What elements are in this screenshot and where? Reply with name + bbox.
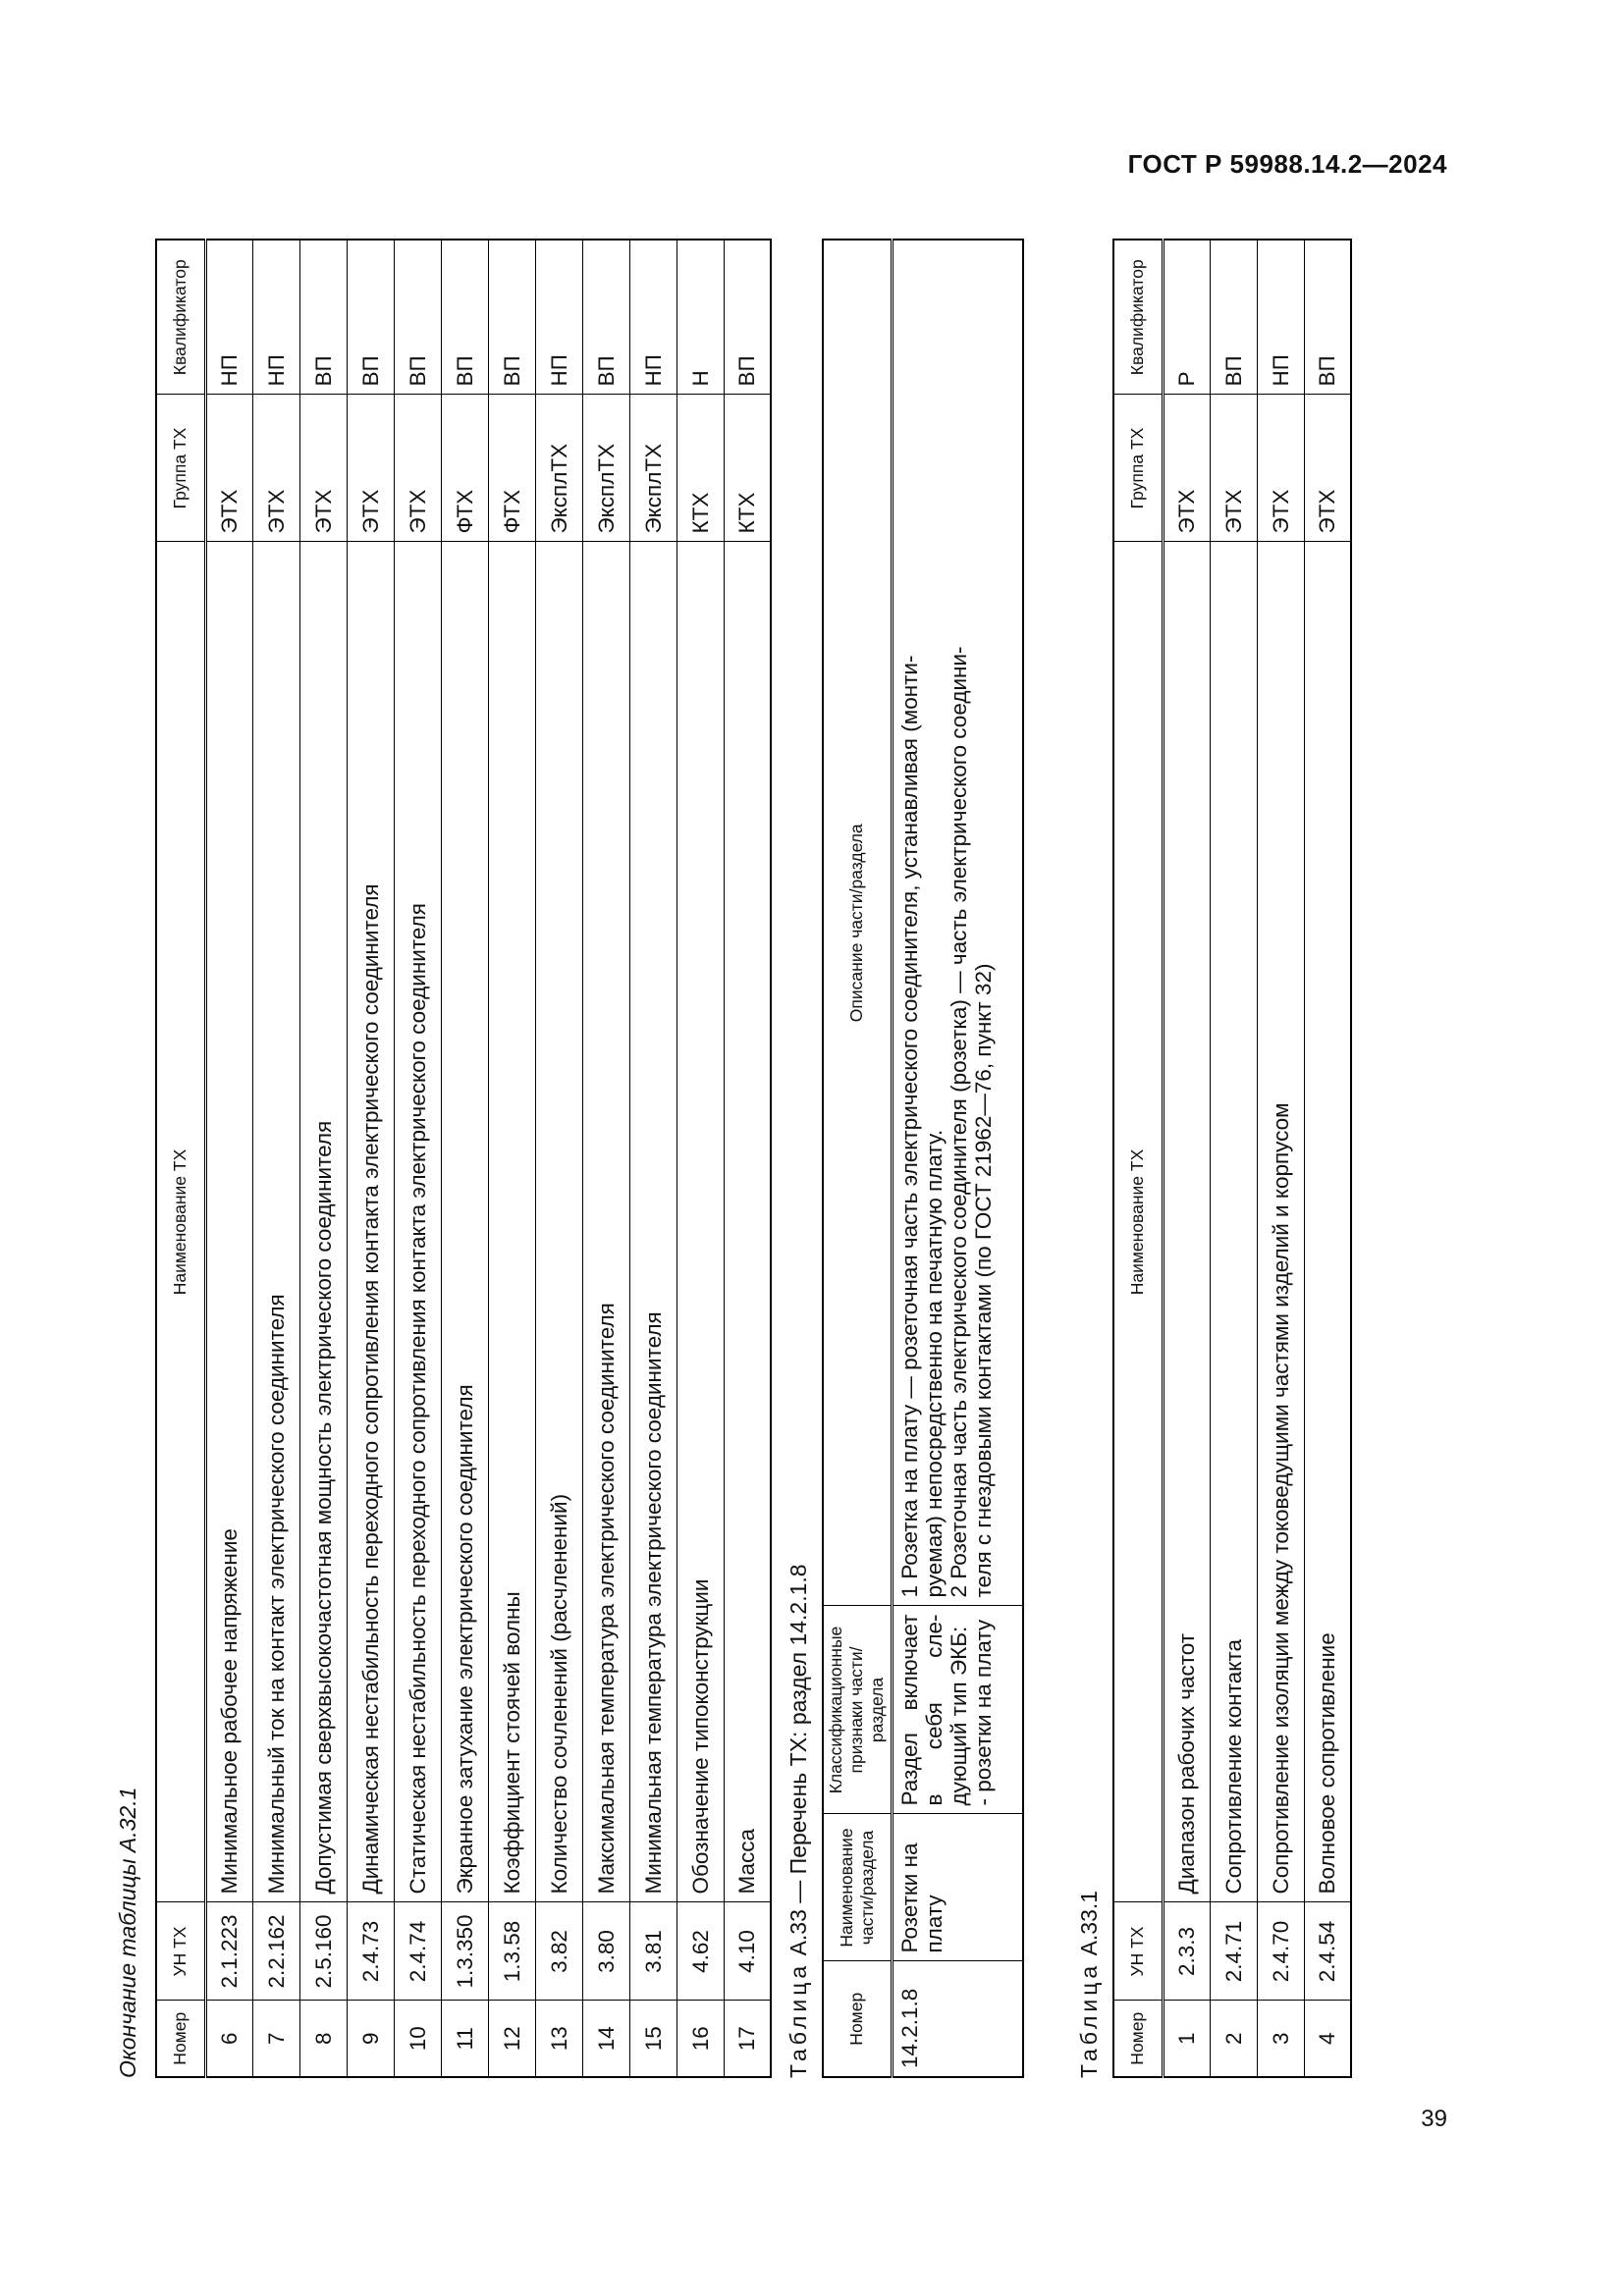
table2-caption-word: Таблица: [785, 1961, 811, 2078]
cell-qualifier: ВП: [488, 240, 535, 395]
cell-number: 16: [677, 2001, 724, 2077]
cell-qualifier: ВП: [394, 240, 441, 395]
cell-number: 1: [1163, 2001, 1210, 2077]
t2-row-number: 14.2.1.8: [892, 1961, 1023, 2077]
cell-number: 17: [724, 2001, 771, 2077]
cell-name: Динамическая нестабильность переходного сопротивления контакта электрического соединителя: [347, 542, 394, 1902]
cell-code: 1.3.350: [441, 1902, 488, 2001]
cell-qualifier: ВП: [441, 240, 488, 395]
table-a33: [822, 239, 1024, 2078]
t2-row-description: [892, 240, 1023, 1606]
cell-code: 2.4.73: [347, 1902, 394, 2001]
cell-name: Сопротивление контакта: [1210, 542, 1257, 1902]
cell-code: 2.4.74: [394, 1902, 441, 2001]
cell-name: Минимальный ток на контакт электрического соединителя: [252, 542, 299, 1902]
document-header: ГОСТ Р 59988.14.2—2024: [1127, 149, 1447, 179]
cell-number: 9: [347, 2001, 394, 2077]
table1-caption: Окончание таблицы А.32.1: [115, 1787, 140, 2078]
t2-desc-line: теля с гнездовыми контактами (по ГОСТ 21962—76, пункт 32): [970, 963, 996, 1598]
t3-col-number: Номер: [1113, 2001, 1163, 2077]
cell-group: ЭТХ: [1163, 395, 1210, 542]
cell-group: ЭТХ: [1210, 395, 1257, 542]
cell-code: 2.5.160: [299, 1902, 347, 2001]
cell-group: КТХ: [724, 395, 771, 542]
cell-qualifier: Р: [1163, 240, 1210, 395]
cell-number: 7: [252, 2001, 299, 2077]
table-row: [394, 240, 441, 2077]
table3-caption-word: Таблица: [1076, 1961, 1102, 2078]
cell-qualifier: НП: [252, 240, 299, 395]
t2-row-name: Розетки на плату: [892, 1814, 1023, 1961]
cell-group: ФТХ: [488, 395, 535, 542]
t2-desc-line: 2 Розеточная часть электрического соединителя (розетка) — часть электрического соедини-: [946, 646, 971, 1598]
cell-name: Коэффициент стоячей волны: [488, 542, 535, 1902]
table-row: [724, 240, 771, 2077]
table-row: [1163, 240, 1210, 2077]
cell-number: 8: [299, 2001, 347, 2077]
cell-number: 10: [394, 2001, 441, 2077]
cell-name: Минимальное рабочее напряжение: [205, 542, 252, 1902]
table1-body: [205, 240, 771, 2077]
rotated-content-area: [113, 228, 1448, 2083]
cell-qualifier: ВП: [1304, 240, 1351, 395]
t2-col-number: Номер: [823, 1961, 892, 2077]
cell-number: 14: [582, 2001, 629, 2077]
cell-code: 3.80: [582, 1902, 629, 2001]
cell-number: 3: [1257, 2001, 1304, 2077]
cell-name: Масса: [724, 542, 771, 1902]
cell-group: ЭксплТХ: [535, 395, 582, 542]
t2-col-features: Классификационные признаки части/раздела: [823, 1606, 892, 1814]
table-row: [1304, 240, 1351, 2077]
t2-desc-line: 1 Розетка на плату — розеточная часть электрического соединителя, устанавливая (монти-: [896, 655, 922, 1598]
cell-name: Минимальная температура электрического соединителя: [629, 542, 677, 1902]
cell-number: 4: [1304, 2001, 1351, 2077]
cell-name: Волновое сопротивление: [1304, 542, 1351, 1902]
table-row: [347, 240, 394, 2077]
cell-qualifier: ВП: [582, 240, 629, 395]
t2-feature-line: - розетки на плату: [970, 1619, 996, 1806]
cell-qualifier: ВП: [724, 240, 771, 395]
t2-row-features: [892, 1606, 1023, 1814]
cell-code: 4.10: [724, 1902, 771, 2001]
t2-desc-line: руемая) непосредственно на печатную плату.: [921, 1129, 947, 1598]
t2-feature-line: дующий тип ЭКБ:: [946, 1626, 971, 1806]
cell-number: 15: [629, 2001, 677, 2077]
t1-col-code: УН ТХ: [156, 1902, 205, 2001]
cell-group: КТХ: [677, 395, 724, 542]
cell-name: Допустимая сверхвысокочастотная мощность электрического соединителя: [299, 542, 347, 1902]
cell-name: Диапазон рабочих частот: [1163, 542, 1210, 1902]
table-row: [535, 240, 582, 2077]
table2-row: [892, 240, 1023, 2077]
t3-col-name: Наименование ТХ: [1113, 542, 1163, 1902]
cell-qualifier: Н: [677, 240, 724, 395]
cell-group: ЭТХ: [252, 395, 299, 542]
cell-name: Статическая нестабильность переходного сопротивления контакта электрического соединителя: [394, 542, 441, 1902]
cell-code: 2.2.162: [252, 1902, 299, 2001]
t1-col-number: Номер: [156, 2001, 205, 2077]
cell-qualifier: НП: [1257, 240, 1304, 395]
cell-group: ЭТХ: [1257, 395, 1304, 542]
t2-col-description: Описание части/раздела: [823, 240, 892, 1606]
table3-caption-rest: А.33.1: [1076, 1890, 1102, 1956]
cell-name: Максимальная температура электрического соединителя: [582, 542, 629, 1902]
t1-col-group: Группа ТХ: [156, 395, 205, 542]
t3-col-qualifier: Квалификатор: [1113, 240, 1163, 395]
cell-number: 11: [441, 2001, 488, 2077]
cell-qualifier: НП: [535, 240, 582, 395]
cell-name: Экранное затухание электрического соединителя: [441, 542, 488, 1902]
table-row: [252, 240, 299, 2077]
table-row: [1257, 240, 1304, 2077]
table-a32-1: [155, 239, 772, 2078]
table-row: [677, 240, 724, 2077]
table-row: [582, 240, 629, 2077]
t2-col-name: Наименование части/раздела: [823, 1814, 892, 1961]
cell-name: Количество сочленений (расчленений): [535, 542, 582, 1902]
cell-code: 3.81: [629, 1902, 677, 2001]
table3-caption: [1076, 1891, 1103, 2078]
cell-number: 6: [205, 2001, 252, 2077]
cell-code: 1.3.58: [488, 1902, 535, 2001]
table3-body: [1163, 240, 1351, 2077]
cell-name: Сопротивление изоляции между токоведущими частями изделий и корпусом: [1257, 542, 1304, 1902]
cell-group: ЭТХ: [299, 395, 347, 542]
t1-col-name: Наименование ТХ: [156, 542, 205, 1902]
cell-group: ФТХ: [441, 395, 488, 542]
rotated-content: [113, 228, 1448, 2083]
t3-col-code: УН ТХ: [1113, 1902, 1163, 2001]
cell-number: 2: [1210, 2001, 1257, 2077]
cell-qualifier: ВП: [347, 240, 394, 395]
cell-code: 3.82: [535, 1902, 582, 2001]
cell-code: 2.4.54: [1304, 1902, 1351, 2001]
cell-qualifier: ВП: [299, 240, 347, 395]
table-row: [488, 240, 535, 2077]
table2-caption-rest: А.33 — Перечень ТХ: раздел 14.2.1.8: [785, 1564, 811, 1956]
page-number: 39: [1421, 2106, 1447, 2132]
cell-qualifier: ВП: [1210, 240, 1257, 395]
table-row: [299, 240, 347, 2077]
cell-qualifier: НП: [205, 240, 252, 395]
table-row: [441, 240, 488, 2077]
table-a33-1: [1112, 239, 1352, 2078]
table-row: [205, 240, 252, 2077]
cell-number: 13: [535, 2001, 582, 2077]
table-row: [629, 240, 677, 2077]
t2-feature-line: Раздел включает в себя сле-: [896, 1614, 947, 1806]
cell-code: 2.4.70: [1257, 1902, 1304, 2001]
t3-col-group: Группа ТХ: [1113, 395, 1163, 542]
cell-group: ЭТХ: [205, 395, 252, 542]
table2-caption: [785, 1564, 812, 2078]
t1-col-qualifier: Квалификатор: [156, 240, 205, 395]
cell-code: 4.62: [677, 1902, 724, 2001]
table-row: [1210, 240, 1257, 2077]
cell-name: Обозначение типоконструкции: [677, 542, 724, 1902]
cell-qualifier: НП: [629, 240, 677, 395]
cell-code: 2.3.3: [1163, 1902, 1210, 2001]
cell-group: ЭТХ: [1304, 395, 1351, 542]
cell-code: 2.1.223: [205, 1902, 252, 2001]
cell-group: ЭксплТХ: [582, 395, 629, 542]
cell-code: 2.4.71: [1210, 1902, 1257, 2001]
cell-group: ЭТХ: [347, 395, 394, 542]
cell-group: ЭТХ: [394, 395, 441, 542]
cell-number: 12: [488, 2001, 535, 2077]
cell-group: ЭксплТХ: [629, 395, 677, 542]
